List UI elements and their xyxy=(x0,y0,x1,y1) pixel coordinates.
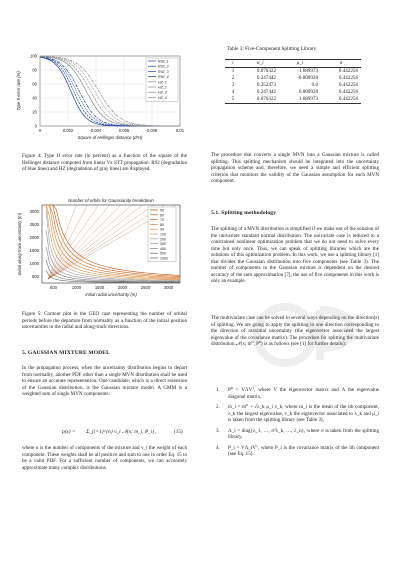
step-text: P_i = VΛ_iVᵀ, where P_i is the covariance matrix of the ith component (see Eq. 15). xyxy=(228,444,379,458)
y-tick-label: 0 xyxy=(34,123,37,129)
cell-sigma: 0.442256 xyxy=(338,75,358,81)
cell-i: 5 xyxy=(225,96,241,104)
y-tick-label: 60 xyxy=(32,81,37,87)
y-tick-label: 40 xyxy=(32,95,37,101)
cell-sigma: 0.442256 xyxy=(338,68,358,74)
table-header-w: w_i xyxy=(241,60,279,68)
section-5-1-paragraph-1: The splitting of a MVN distribution is simplified if we make use of the solution of the univariate standard normal distribution. The univariate case is reduced to a constrained nonlinear optimization problem that we do not need to solve every time but only once. Thus, we can speak of splitting libraries which are the solutions of this optimization problem. In this work, we use a splitting library [1] that divides the Gaussian distribution into five components (see Table 3). The number of components in the Gaussian mixture is dependent on the desired accuracy of the sum approximation [7], the use of five components in this work is only an example. xyxy=(211,226,379,285)
x-tick-label: 2500 xyxy=(140,285,151,290)
cell-mu: 0.800928 xyxy=(298,89,318,95)
table-row xyxy=(225,68,361,76)
legend-label: 70 xyxy=(160,218,164,223)
table-3-caption: Table 3: Five-Component Splitting Library. xyxy=(227,46,318,52)
y-tick-label: 2500 xyxy=(29,222,39,227)
equation-15-number: (15) xyxy=(174,429,183,435)
cell-sigma: 0.442256 xyxy=(338,89,358,95)
section-5-paragraph-2: where n is the number of components of the mixture and ν_i the weight of each component. These weights shall be all positive and sum to one in order Eq. 15 to be a valid PDF. For a sufficient number of components, we can accurately approximate many complex distributions. xyxy=(22,445,187,471)
x-tick-label: 0.004 xyxy=(90,128,102,133)
legend-label: HZ_2 xyxy=(158,85,167,90)
cell-sigma: 0.442256 xyxy=(321,96,361,104)
step-text: m_i = m⁰ + √λ_k μ_i v_k, where m_i is the mean of the ith component, λ_k the largest eigenvalue, v_k the eigenvector associated to λ_k and μ_i is taken from the splitting library (see Table 3), xyxy=(228,404,379,424)
figure-5-caption: Figure 5: Contour plot in the GEO case representing the number of orbital periods before the departure from normality as a function of the initial position uncertainties in the radial and along-track directions. xyxy=(22,311,187,331)
y-tick-label: 1000 xyxy=(29,261,39,266)
figure-5-plot xyxy=(12,195,187,305)
table-header-mu: μ_i xyxy=(279,60,321,68)
y-tick-label: 1500 xyxy=(29,248,39,253)
splitting-step xyxy=(216,428,379,441)
cell-sigma: 0.442256 xyxy=(338,82,358,88)
cell-w: 0.076322 xyxy=(241,96,279,104)
legend-label: 90 xyxy=(160,227,164,232)
figure-5-ylabel: Initial along-track uncertainty (m) xyxy=(17,212,22,276)
cell-w: 0.076322 xyxy=(256,68,276,74)
legend-label: 400 xyxy=(160,246,166,251)
x-tick-label: 0.008 xyxy=(146,128,158,133)
y-tick-label: 500 xyxy=(32,274,39,279)
cell-w: 0.352473 xyxy=(256,82,276,88)
cell-w: 0.247442 xyxy=(256,75,276,81)
y-tick-label: 100 xyxy=(30,53,37,59)
legend-label: R92_4 xyxy=(158,75,169,80)
legend-label: HZ_3 xyxy=(158,90,167,95)
cell-i: 1 xyxy=(231,68,235,74)
x-tick-label: 2000 xyxy=(117,285,128,290)
table-row xyxy=(225,75,361,82)
legend-label: 80 xyxy=(160,222,164,227)
watermark-logo xyxy=(250,300,370,370)
splitting-step xyxy=(216,445,379,458)
cell-i: 3 xyxy=(231,82,235,88)
splitting-intro-paragraph: The procedure that converts a single MVN into a Gaussian mixture is called splitting. This splitting mechanism should be integrated into the uncertainty propagation scheme and, therefore, we need a simple and efficient splitting criterion that monitors the validity of the Gaussian assumption for each MVN component. xyxy=(211,152,379,185)
figure-4-ylabel: Type II error rate (%) xyxy=(16,71,21,111)
y-tick-label: 2000 xyxy=(29,235,39,240)
legend-label: 50 xyxy=(160,208,164,213)
legend-label: 200 xyxy=(160,237,166,242)
figure-4-caption: Figure 4: Type II error rate (in percent) as a function of the square of the Hellinger distance computed from linear Vs STT propagation. R92 (degradation of blue lines) and HZ (degradation of gray lines) are displayed. xyxy=(22,153,187,173)
table-header-sigma: σ xyxy=(321,60,361,68)
y-tick-label: 3000 xyxy=(29,209,39,214)
legend-label: 100 xyxy=(160,232,166,237)
legend-label: 500 xyxy=(160,251,166,256)
figure-5 xyxy=(12,195,187,305)
cell-i: 2 xyxy=(231,75,235,81)
section-5-1-heading: 5.1. Splitting methodology xyxy=(211,210,277,216)
legend-label: HZ_1 xyxy=(158,80,167,85)
cell-mu: 1.689973 xyxy=(279,96,321,104)
table-row xyxy=(225,89,361,96)
step-number: 3. xyxy=(216,427,220,434)
x-tick-label: 0 xyxy=(38,128,42,133)
figure-5-title: Number of orbits for Gaussianity breakdown xyxy=(68,198,154,203)
section-5-heading: 5. GAUSSIAN MIXTURE MODEL xyxy=(22,350,110,356)
cell-mu: -1.689973 xyxy=(297,68,318,74)
splitting-steps-list xyxy=(216,387,379,462)
x-tick-label: 3000 xyxy=(163,285,174,290)
x-tick-label: 1000 xyxy=(71,285,82,290)
legend-label: HZ_4 xyxy=(158,95,167,100)
cell-i: 4 xyxy=(231,89,235,95)
table-row xyxy=(225,82,361,89)
figure-4 xyxy=(12,48,187,148)
step-number: 2. xyxy=(216,404,220,411)
legend-label: 300 xyxy=(160,242,166,247)
cell-mu: -0.800928 xyxy=(297,75,318,81)
legend-label: R92_1 xyxy=(158,59,169,64)
table-3 xyxy=(225,59,361,104)
section-5-1-paragraph-2: The multivariate case can be solved in several ways depending on the direction(s) of splitting. We are going to apply the splitting in one direction corresponding to the direction of maximal uncertainty (the eigenvector associated the largest eigenvalue of the covariance matrix). The procedure for splitting the multivariate distribution 𝒩(x; m⁰, P⁰) is as follows (see [1] for further details): xyxy=(211,315,379,348)
step-number: 1. xyxy=(216,387,220,393)
equation-15-rhs: Σ_{i=1}^{n} ν_i 𝒩(x; m_i, P_i) , xyxy=(86,429,157,435)
table-header-i: i xyxy=(225,60,241,68)
y-tick-label: 80 xyxy=(32,67,37,73)
legend-label: R92_2 xyxy=(158,64,169,69)
cell-w: 0.247442 xyxy=(256,89,276,95)
splitting-step xyxy=(216,404,379,424)
figure-4-xlabel: Square of Hellinger distance (d²H) xyxy=(77,135,143,140)
splitting-step xyxy=(216,387,379,400)
step-text: P⁰ = VΛVᵀ, where V the eigenvector matrix and Λ the eigenvalue diagonal matrix, xyxy=(228,387,379,400)
step-number: 4. xyxy=(216,444,220,451)
x-tick-label: 0.002 xyxy=(62,128,74,133)
legend-label: R92_3 xyxy=(158,69,169,74)
x-tick-label: 0.006 xyxy=(118,128,130,133)
cell-mu: 0.0 xyxy=(311,82,318,88)
legend-label: 60 xyxy=(160,213,164,218)
figure-5-xlabel: Initial radial uncertainty (m) xyxy=(85,292,137,297)
x-tick-label: 0.01 xyxy=(175,128,185,133)
equation-15-lhs: p(x) = xyxy=(62,429,76,435)
x-tick-label: 500 xyxy=(50,285,57,290)
section-5-paragraph-1: In the propagation process, when the uncertainty distribution begins to depart from normality, another PDF other than a single MVN distribution shall be used to ensure an accurate representation. One candidate, which is a direct extension of the Gaussian distribution, is the Gaussian mixture model. A GMM is a weighted sum of single MVN components: xyxy=(22,365,187,398)
step-text: Λ_i = diag{λ_1, …, σ²λ_k, …, λ_n}, where σ is taken from the splitting library, xyxy=(228,427,379,441)
y-tick-label: 20 xyxy=(32,109,37,115)
table-header-row xyxy=(225,60,361,68)
x-tick-label: 1500 xyxy=(94,285,105,290)
legend-label: 1000 xyxy=(160,256,168,261)
figure-4-plot xyxy=(12,48,187,148)
table-row xyxy=(225,96,361,104)
